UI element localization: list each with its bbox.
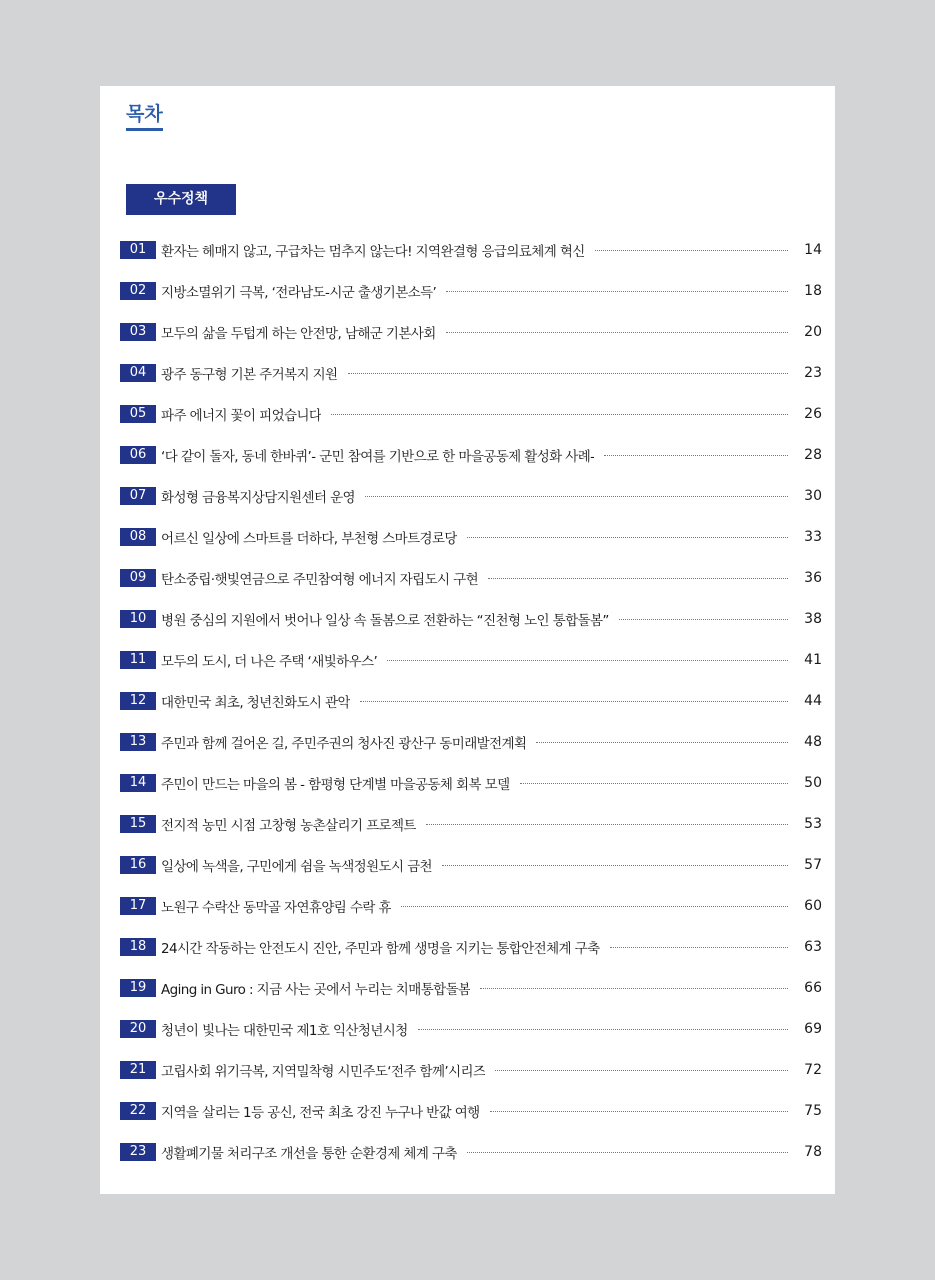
dot-leader: [446, 332, 788, 333]
entry-page-number: 23: [804, 364, 822, 381]
entry-page-number: 20: [804, 323, 822, 340]
toc-entry[interactable]: [120, 598, 822, 639]
toc-entry[interactable]: [120, 270, 822, 311]
toc-list: [120, 229, 822, 1172]
page-title: 목차: [126, 102, 163, 131]
entry-number-badge: 18: [120, 938, 156, 956]
toc-entry[interactable]: [120, 680, 822, 721]
entry-number-badge: 05: [120, 405, 156, 423]
toc-entry[interactable]: [120, 885, 822, 926]
entry-number-badge: 08: [120, 528, 156, 546]
toc-entry[interactable]: [120, 516, 822, 557]
dot-leader: [387, 660, 788, 661]
entry-number-badge: 21: [120, 1061, 156, 1079]
entry-title: 광주 동구형 기본 주거복지 지원: [161, 366, 338, 383]
entry-number-badge: 19: [120, 979, 156, 997]
entry-title: 모두의 도시, 더 나은 주택 ‘새빛하우스’: [161, 653, 378, 670]
toc-entry[interactable]: [120, 926, 822, 967]
dot-leader: [619, 619, 788, 620]
entry-page-number: 30: [804, 487, 822, 504]
entry-title: 병원 중심의 지원에서 벗어나 일상 속 돌봄으로 전환하는 “진천형 노인 통합돌봄”: [161, 612, 609, 629]
entry-title: 생활폐기물 처리구조 개선을 통한 순환경제 체계 구축: [161, 1145, 457, 1162]
entry-title: 지역을 살리는 1등 공신, 전국 최초 강진 누구나 반값 여행: [161, 1104, 480, 1121]
entry-number-badge: 22: [120, 1102, 156, 1120]
toc-entry[interactable]: [120, 967, 822, 1008]
dot-leader: [595, 250, 788, 251]
dot-leader: [480, 988, 788, 989]
dot-leader: [446, 291, 788, 292]
entry-number-badge: 01: [120, 241, 156, 259]
entry-page-number: 60: [804, 897, 822, 914]
entry-number-badge: 13: [120, 733, 156, 751]
entry-page-number: 69: [804, 1020, 822, 1037]
section-badge: 우수정책: [126, 184, 236, 215]
dot-leader: [331, 414, 788, 415]
toc-entry[interactable]: [120, 639, 822, 680]
entry-title: 24시간 작동하는 안전도시 진안, 주민과 함께 생명을 지키는 통합안전체계 구축: [161, 940, 600, 957]
entry-page-number: 33: [804, 528, 822, 545]
dot-leader: [348, 373, 789, 374]
toc-entry[interactable]: [120, 1090, 822, 1131]
toc-entry[interactable]: [120, 393, 822, 434]
entry-number-badge: 07: [120, 487, 156, 505]
toc-entry[interactable]: [120, 229, 822, 270]
dot-leader: [418, 1029, 788, 1030]
dot-leader: [536, 742, 788, 743]
entry-title: 파주 에너지 꽃이 피었습니다: [161, 407, 322, 424]
entry-number-badge: 15: [120, 815, 156, 833]
toc-entry[interactable]: [120, 721, 822, 762]
entry-page-number: 48: [804, 733, 822, 750]
entry-page-number: 63: [804, 938, 822, 955]
entry-page-number: 26: [804, 405, 822, 422]
dot-leader: [488, 578, 788, 579]
toc-entry[interactable]: [120, 1131, 822, 1172]
entry-number-badge: 20: [120, 1020, 156, 1038]
entry-number-badge: 14: [120, 774, 156, 792]
entry-page-number: 78: [804, 1143, 822, 1160]
entry-page-number: 50: [804, 774, 822, 791]
toc-entry[interactable]: [120, 1049, 822, 1090]
entry-title: 주민과 함께 걸어온 길, 주민주권의 청사진 광산구 동미래발전계획: [161, 735, 527, 752]
dot-leader: [610, 947, 788, 948]
entry-number-badge: 04: [120, 364, 156, 382]
entry-number-badge: 11: [120, 651, 156, 669]
dot-leader: [401, 906, 788, 907]
toc-entry[interactable]: [120, 844, 822, 885]
entry-page-number: 57: [804, 856, 822, 873]
entry-page-number: 66: [804, 979, 822, 996]
entry-title: 전지적 농민 시점 고창형 농촌살리기 프로젝트: [161, 817, 416, 834]
entry-number-badge: 03: [120, 323, 156, 341]
entry-number-badge: 12: [120, 692, 156, 710]
entry-title: 어르신 일상에 스마트를 더하다, 부천형 스마트경로당: [161, 530, 457, 547]
entry-title: 청년이 빛나는 대한민국 제1호 익산청년시청: [161, 1022, 408, 1039]
entry-page-number: 72: [804, 1061, 822, 1078]
entry-title: 탄소중립·햇빛연금으로 주민참여형 에너지 자립도시 구현: [161, 571, 479, 588]
entry-title: 노원구 수락산 동막골 자연휴양림 수락 휴: [161, 899, 391, 916]
entry-title: 환자는 헤매지 않고, 구급차는 멈추지 않는다! 지역완결형 응급의료체계 혁신: [161, 243, 585, 260]
entry-title: 대한민국 최초, 청년친화도시 관악: [161, 694, 350, 711]
entry-page-number: 38: [804, 610, 822, 627]
dot-leader: [604, 455, 788, 456]
entry-number-badge: 16: [120, 856, 156, 874]
toc-entry[interactable]: [120, 352, 822, 393]
entry-title: 고립사회 위기극복, 지역밀착형 시민주도‘전주 함께’시리즈: [161, 1063, 486, 1080]
toc-entry[interactable]: [120, 434, 822, 475]
entry-title: ‘다 같이 돌자, 동네 한바퀴’- 군민 참여를 기반으로 한 마을공동제 활성화 사례-: [161, 448, 595, 465]
entry-number-badge: 06: [120, 446, 156, 464]
dot-leader: [442, 865, 788, 866]
entry-number-badge: 02: [120, 282, 156, 300]
toc-entry[interactable]: [120, 1008, 822, 1049]
entry-page-number: 53: [804, 815, 822, 832]
entry-title: 모두의 삶을 두텁게 하는 안전망, 남해군 기본사회: [161, 325, 436, 342]
dot-leader: [495, 1070, 788, 1071]
dot-leader: [467, 1152, 788, 1153]
dot-leader: [520, 783, 788, 784]
entry-number-badge: 17: [120, 897, 156, 915]
dot-leader: [426, 824, 788, 825]
entry-page-number: 36: [804, 569, 822, 586]
entry-number-badge: 09: [120, 569, 156, 587]
entry-page-number: 14: [804, 241, 822, 258]
toc-entry[interactable]: [120, 311, 822, 352]
entry-page-number: 41: [804, 651, 822, 668]
toc-entry[interactable]: [120, 557, 822, 598]
toc-entry[interactable]: [120, 803, 822, 844]
entry-title: 지방소멸위기 극복, ‘전라남도-시군 출생기본소득’: [161, 284, 437, 301]
toc-entry[interactable]: [120, 762, 822, 803]
entry-title: 일상에 녹색을, 구민에게 쉼을 녹색정원도시 금천: [161, 858, 432, 875]
entry-number-badge: 23: [120, 1143, 156, 1161]
toc-page: [100, 86, 835, 1194]
entry-page-number: 75: [804, 1102, 822, 1119]
entry-title: 주민이 만드는 마을의 봄 - 함평형 단계별 마을공동체 회복 모델: [161, 776, 510, 793]
entry-number-badge: 10: [120, 610, 156, 628]
entry-title: Aging in Guro : 지금 사는 곳에서 누리는 치매통합돌봄: [161, 981, 471, 998]
dot-leader: [490, 1111, 788, 1112]
entry-page-number: 28: [804, 446, 822, 463]
toc-entry[interactable]: [120, 475, 822, 516]
entry-page-number: 18: [804, 282, 822, 299]
dot-leader: [360, 701, 788, 702]
dot-leader: [467, 537, 788, 538]
dot-leader: [365, 496, 788, 497]
entry-page-number: 44: [804, 692, 822, 709]
entry-title: 화성형 금융복지상담지원센터 운영: [161, 489, 355, 506]
